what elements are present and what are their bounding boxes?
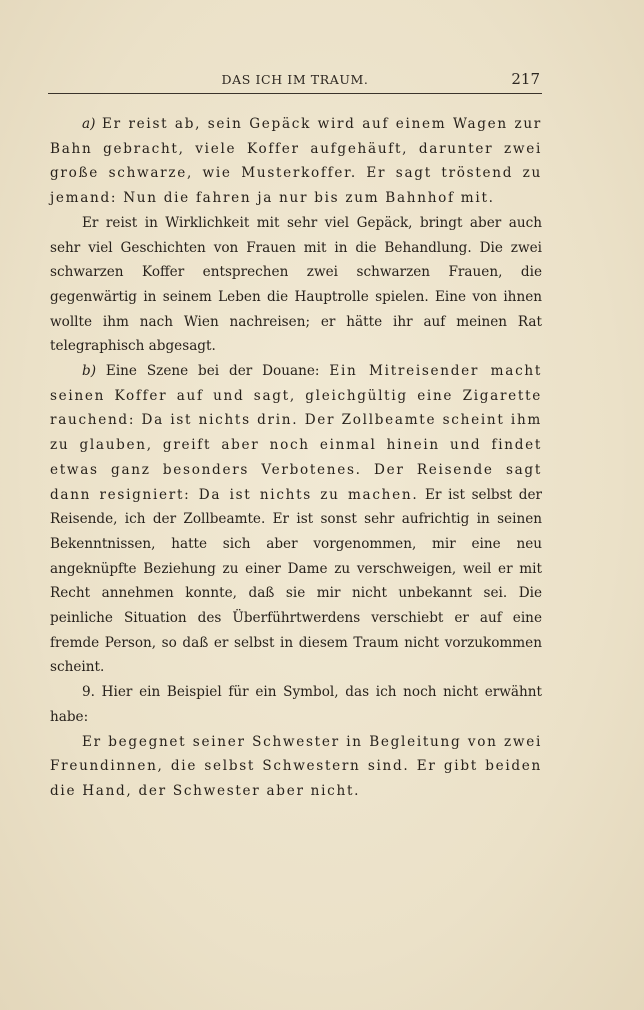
paragraph-b-dream: Ein Mitreisender macht seinen Koffer auf und sagt, gleichgültig eine Zigarette rauchend: Da ist nichts drin. Der Zollbeamte scheint ihm zu glauben, greift aber noch einmal hinein und findet etwas ganz besonders Verbotenes. Der Reisende sagt dann resigniert: Da ist nichts zu machen. bbox=[50, 363, 543, 503]
paragraph-a bbox=[50, 112, 542, 211]
paragraph-9: 9. Hier ein Beispiel für ein Symbol, das ich noch nicht erwähnt habe: bbox=[50, 684, 542, 725]
paragraph-marker-b: b) bbox=[82, 363, 97, 380]
page-number: 217 bbox=[511, 70, 540, 88]
paragraph-dream-sister: Er begegnet seiner Schwester in Begleitung von zwei Freundinnen, die selbst Schwestern sind. Er gibt beiden die Hand, der Schwester aber nicht. bbox=[50, 733, 542, 799]
running-title: DAS ICH IM TRAUM. bbox=[221, 72, 369, 87]
paragraph-b-lead: Eine Szene bei der Douane: bbox=[105, 363, 320, 380]
body-text bbox=[50, 112, 542, 804]
paragraph-marker-a: a) bbox=[82, 116, 96, 132]
paragraph-b bbox=[50, 359, 542, 680]
paragraph-b-interpretation: Er ist selbst der Reisende, ich der Zollbeamte. Er ist sonst sehr aufrichtig in seinen Bekenntnissen, hatte sich aber vorgenommen, mir eine neu angeknüpfte Beziehung zu einer Dame zu verschweigen, weil er mit Recht annehmen konnte, daß sie mir nicht unbekannt sei. Die peinliche Situation des Überführtwerdens verschiebt er auf eine fremde Person, so daß er selbst in diesem Traum nicht vorzukommen scheint. bbox=[50, 486, 542, 676]
page-header bbox=[48, 70, 542, 92]
header-rule bbox=[48, 93, 542, 94]
paragraph-a-text: Er reist ab, sein Gepäck wird auf einem Wagen zur Bahn gebracht, viele Koffer aufgehäuft, darunter zwei große schwarze, wie Musterkoffer. Er sagt tröstend zu jemand: Nun die fahren ja nur bis zum Bahnhof mit. bbox=[50, 116, 542, 207]
paragraph-interpretation-a: Er reist in Wirklichkeit mit sehr viel Gepäck, bringt aber auch sehr viel Geschichten von Frauen mit in die Behandlung. Die zwei schwarzen Koffer entsprechen zwei schwarzen Frauen, die gegenwärtig in seinem Leben die Hauptrolle spielen. Eine von ihnen wollte ihm nach Wien nachreisen; er hätte ihr auf meinen Rat telegraphisch abgesagt. bbox=[50, 214, 542, 355]
